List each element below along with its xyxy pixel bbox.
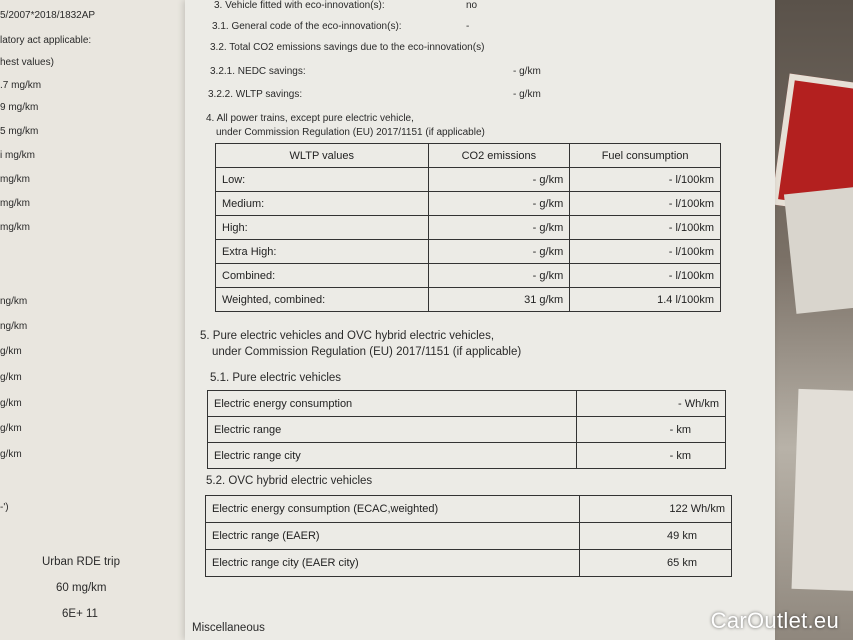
value-cell: 65 km [580, 550, 732, 577]
section5-line1: 5. Pure electric vehicles and OVC hybrid electric vehicles, [200, 330, 495, 342]
left-line: ng/km [0, 321, 28, 332]
item322-label: 3.2.2. WLTP savings: [208, 89, 303, 100]
row-label: Electric range city [208, 443, 577, 469]
left-line: mg/km [0, 222, 30, 233]
table-row [216, 264, 721, 288]
row-label: Electric energy consumption (ECAC,weighted) [206, 496, 580, 523]
ovc-table [205, 495, 732, 577]
co2-cell: - g/km [428, 168, 570, 192]
column-header: CO2 emissions [428, 144, 570, 168]
fuel-cell: - l/100km [570, 264, 721, 288]
item32-label: 3.2. Total CO2 emissions savings due to the eco-innovation(s) [210, 42, 485, 53]
row-label: Electric range [208, 417, 577, 443]
fuel-cell: - l/100km [570, 240, 721, 264]
item321-value: - g/km [513, 66, 541, 77]
section52-title: 5.2. OVC hybrid electric vehicles [206, 475, 373, 487]
left-line: g/km [0, 346, 22, 357]
left-line: hest values) [0, 57, 54, 68]
row-label: Electric range (EAER) [206, 523, 580, 550]
co2-cell: - g/km [428, 216, 570, 240]
table-row [206, 523, 732, 550]
left-line: g/km [0, 372, 22, 383]
co2-cell: 31 g/km [428, 288, 570, 312]
wltp-table [215, 143, 721, 312]
left-line: g/km [0, 423, 22, 434]
fuel-cell: - l/100km [570, 192, 721, 216]
co2-cell: - g/km [428, 192, 570, 216]
left-line: 9 mg/km [0, 102, 39, 113]
rde-value: 60 mg/km [56, 582, 107, 594]
value-cell: 49 km [580, 523, 732, 550]
table-row [208, 417, 726, 443]
fuel-cell: - l/100km [570, 216, 721, 240]
fuel-cell: - l/100km [570, 168, 721, 192]
left-line: mg/km [0, 198, 30, 209]
left-line: -') [0, 502, 9, 513]
value-cell: - Wh/km [577, 391, 726, 417]
row-label: Electric range city (EAER city) [206, 550, 580, 577]
left-line: i mg/km [0, 150, 35, 161]
column-header: Fuel consumption [570, 144, 721, 168]
left-line: ng/km [0, 296, 28, 307]
value-cell: - km [577, 417, 726, 443]
value-cell: - km [577, 443, 726, 469]
left-line: g/km [0, 398, 22, 409]
co2-cell: - g/km [428, 240, 570, 264]
row-label: Low: [216, 168, 429, 192]
miscellaneous-heading: Miscellaneous [192, 622, 265, 634]
left-line: mg/km [0, 174, 30, 185]
left-line: g/km [0, 449, 22, 460]
item31-label: 3.1. General code of the eco-innovation(s): [212, 21, 402, 32]
item3-value: no [466, 0, 478, 11]
white-card-lower [792, 389, 853, 591]
left-line: 5 mg/km [0, 126, 39, 137]
table-row [216, 240, 721, 264]
row-label: Weighted, combined: [216, 288, 429, 312]
table-row [208, 391, 726, 417]
rde-value2: 6E+ 11 [62, 608, 98, 620]
left-line: 5/2007*2018/1832AP [0, 10, 96, 21]
row-label: Extra High: [216, 240, 429, 264]
co2-cell: - g/km [428, 264, 570, 288]
item3-label: 3. Vehicle fitted with eco-innovation(s): [214, 0, 385, 11]
table-row [206, 496, 732, 523]
row-label: Electric energy consumption [208, 391, 577, 417]
row-label: Medium: [216, 192, 429, 216]
left-line: latory act applicable: [0, 35, 92, 46]
item4-line1: 4. All power trains, except pure electric vehicle, [206, 113, 414, 124]
item31-value: - [466, 21, 470, 32]
table-row [206, 550, 732, 577]
table-row [208, 443, 726, 469]
pev-table [207, 390, 726, 469]
left-page [0, 0, 191, 640]
rde-label: Urban RDE trip [42, 556, 120, 568]
carooutlet-watermark: CarOutlet.eu [710, 608, 839, 633]
table-header-row [216, 144, 721, 168]
white-card [784, 186, 853, 314]
column-header: WLTP values [216, 144, 429, 168]
row-label: Combined: [216, 264, 429, 288]
value-cell: 122 Wh/km [580, 496, 732, 523]
fuel-cell: 1.4 l/100km [570, 288, 721, 312]
item321-label: 3.2.1. NEDC savings: [210, 66, 306, 77]
table-row [216, 216, 721, 240]
table-row [216, 288, 721, 312]
item4-line2: under Commission Regulation (EU) 2017/1151 (if applicable) [216, 127, 485, 138]
section5-line2: under Commission Regulation (EU) 2017/1151 (if applicable) [212, 346, 522, 358]
left-line: .7 mg/km [0, 80, 42, 91]
section51-title: 5.1. Pure electric vehicles [210, 372, 342, 384]
item322-value: - g/km [513, 89, 541, 100]
row-label: High: [216, 216, 429, 240]
table-row [216, 192, 721, 216]
table-row [216, 168, 721, 192]
